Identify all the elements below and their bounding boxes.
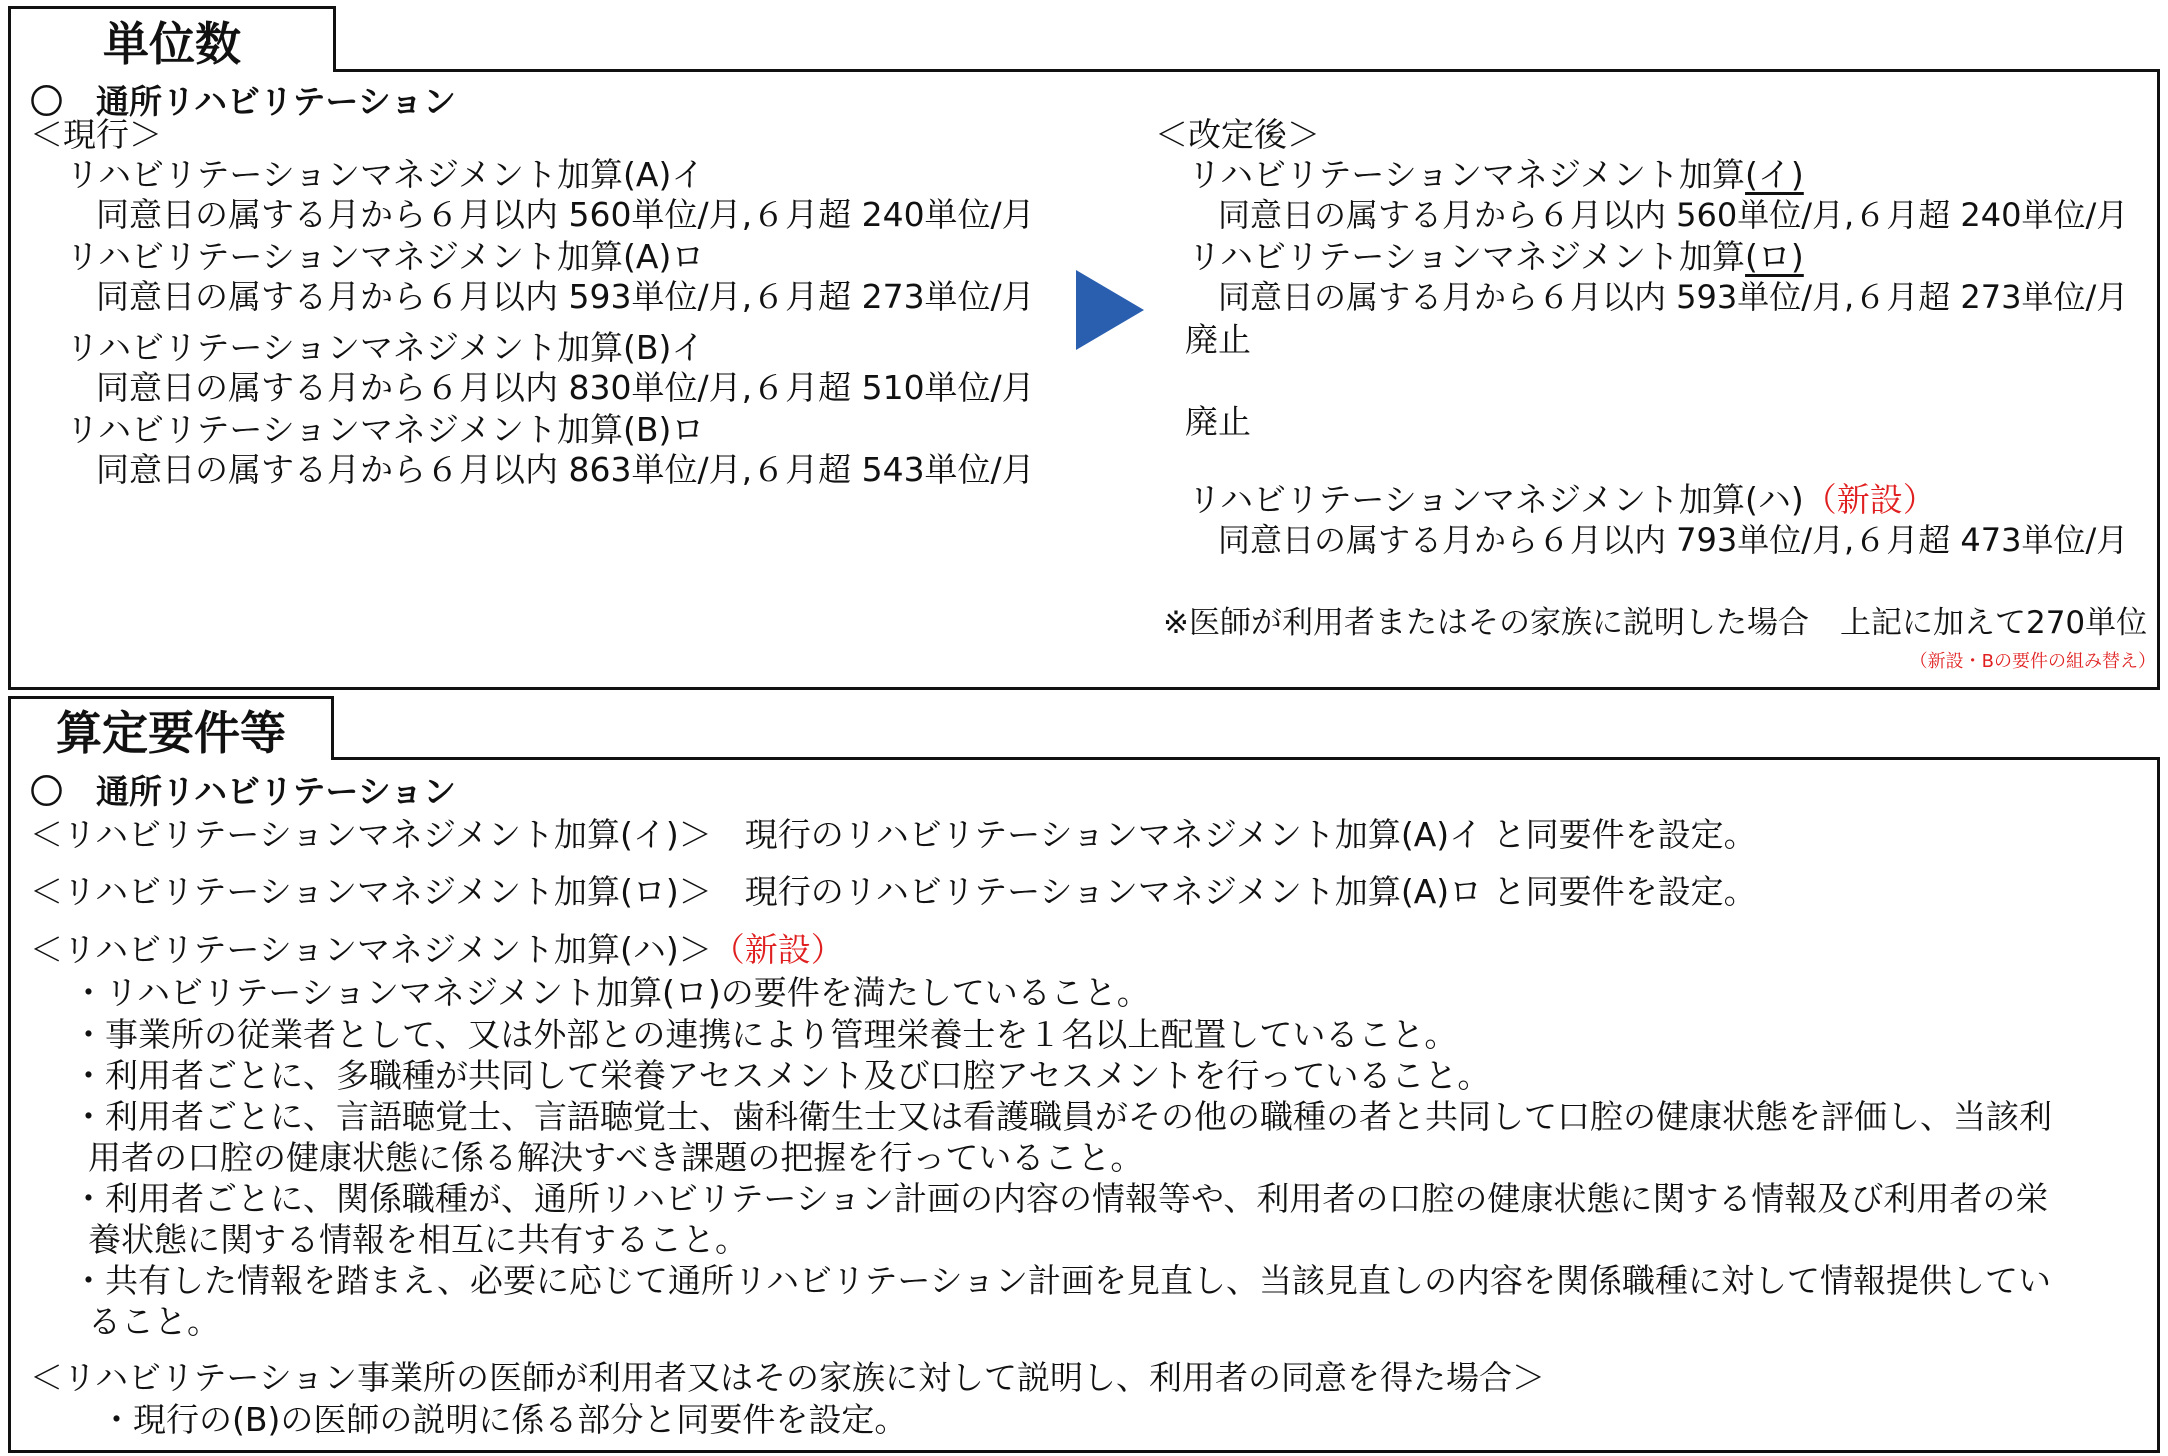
doctor-requirement-item: ・現行の(B)の医師の説明に係る部分と同要件を設定。 <box>100 1400 908 1439</box>
requirement-ro: ＜リハビリテーションマネジメント加算(ロ)＞ 現行のリハビリテーションマネジメント加算(A)ロ と同要件を設定。 <box>30 872 1757 911</box>
requirement-bullet: ・リハビリテーションマネジメント加算(ロ)の要件を満たしていること。 <box>72 973 1150 1012</box>
revised-item-1-suffix: (イ) <box>1745 155 1804 194</box>
current-item-detail: 同意日の属する月から６月以内 560単位/月,６月超 240単位/月 <box>96 195 1035 234</box>
revised-item-2-detail: 同意日の属する月から６月以内 593単位/月,６月超 273単位/月 <box>1218 278 2129 316</box>
doctor-requirement-label: ＜リハビリテーション事業所の医師が利用者又はその家族に対して説明し、利用者の同意を得た場合＞ <box>30 1358 1546 1397</box>
service-heading: 〇 通所リハビリテーション <box>30 82 457 121</box>
current-item-name: リハビリテーションマネジメント加算(A)ロ <box>66 237 705 276</box>
requirement-ha <box>30 930 844 970</box>
arrow-right-icon <box>1076 270 1146 350</box>
requirement-bullet-cont: 用者の口腔の健康状態に係る解決すべき課題の把握を行っていること。 <box>88 1138 1144 1177</box>
requirement-bullet: ・利用者ごとに、言語聴覚士、言語聴覚士、歯科衛生士又は看護職員がその他の職種の者と共同して口腔の健康状態を評価し、当該利 <box>72 1097 2052 1136</box>
revised-label: ＜改定後＞ <box>1155 115 1320 154</box>
current-item-name: リハビリテーションマネジメント加算(B)イ <box>66 328 705 367</box>
requirement-bullet: ・利用者ごとに、関係職種が、通所リハビリテーション計画の内容の情報等や、利用者の口腔の健康状態に関する情報及び利用者の栄 <box>72 1179 2049 1218</box>
requirement-bullet: ・事業所の従業者として、又は外部との連携により管理栄養士を１名以上配置していること。 <box>72 1015 1458 1054</box>
revised-item-3 <box>1188 480 1936 520</box>
requirement-i: ＜リハビリテーションマネジメント加算(イ)＞ 現行のリハビリテーションマネジメント加算(A)イ と同要件を設定。 <box>30 815 1757 854</box>
new-badge: （新設） <box>1803 480 1936 519</box>
current-label: ＜現行＞ <box>30 115 162 154</box>
section2-title: 算定要件等 <box>56 705 286 760</box>
requirement-bullet: ・利用者ごとに、多職種が共同して栄養アセスメント及び口腔アセスメントを行っていること。 <box>72 1056 1491 1095</box>
abolished-label: 廃止 <box>1185 402 1251 441</box>
requirement-bullet: ・共有した情報を踏まえ、必要に応じて通所リハビリテーション計画を見直し、当該見直しの内容を関係職種に対して情報提供してい <box>72 1261 2052 1300</box>
requirement-bullet-cont: 養状態に関する情報を相互に共有すること。 <box>88 1220 748 1259</box>
requirement-bullet-cont: ること。 <box>88 1302 220 1341</box>
current-item-name: リハビリテーションマネジメント加算(B)ロ <box>66 410 705 449</box>
abolished-label: 廃止 <box>1185 320 1251 359</box>
revised-item-2 <box>1188 237 1804 277</box>
revised-item-2-suffix: (ロ) <box>1745 237 1804 276</box>
revised-item-3-name: リハビリテーションマネジメント加算(ハ) <box>1188 480 1804 519</box>
section1-tab <box>8 6 336 72</box>
current-item-detail: 同意日の属する月から６月以内 830単位/月,６月超 510単位/月 <box>96 368 1035 407</box>
revised-item-3-detail: 同意日の属する月から６月以内 793単位/月,６月超 473単位/月 <box>1218 521 2129 559</box>
current-item-name: リハビリテーションマネジメント加算(A)イ <box>66 155 705 194</box>
revised-item-1-prefix: リハビリテーションマネジメント加算 <box>1188 155 1746 194</box>
revised-item-1 <box>1188 155 1804 195</box>
requirement-ha-label: ＜リハビリテーションマネジメント加算(ハ)＞ <box>30 930 712 969</box>
current-item-detail: 同意日の属する月から６月以内 863単位/月,６月超 543単位/月 <box>96 450 1035 489</box>
current-item-detail: 同意日の属する月から６月以内 593単位/月,６月超 273単位/月 <box>96 277 1035 316</box>
doctor-note: ※医師が利用者またはその家族に説明した場合 上記に加えて270単位 <box>1163 605 2148 641</box>
revised-item-2-prefix: リハビリテーションマネジメント加算 <box>1188 237 1746 276</box>
doctor-note-red: （新設・Bの要件の組み替え） <box>1909 651 2156 672</box>
revised-item-1-detail: 同意日の属する月から６月以内 560単位/月,６月超 240単位/月 <box>1218 196 2129 234</box>
new-badge: （新設） <box>711 930 844 969</box>
service-heading: 〇 通所リハビリテーション <box>30 772 457 811</box>
section1-title: 単位数 <box>103 16 241 71</box>
section2-tab <box>8 696 334 760</box>
